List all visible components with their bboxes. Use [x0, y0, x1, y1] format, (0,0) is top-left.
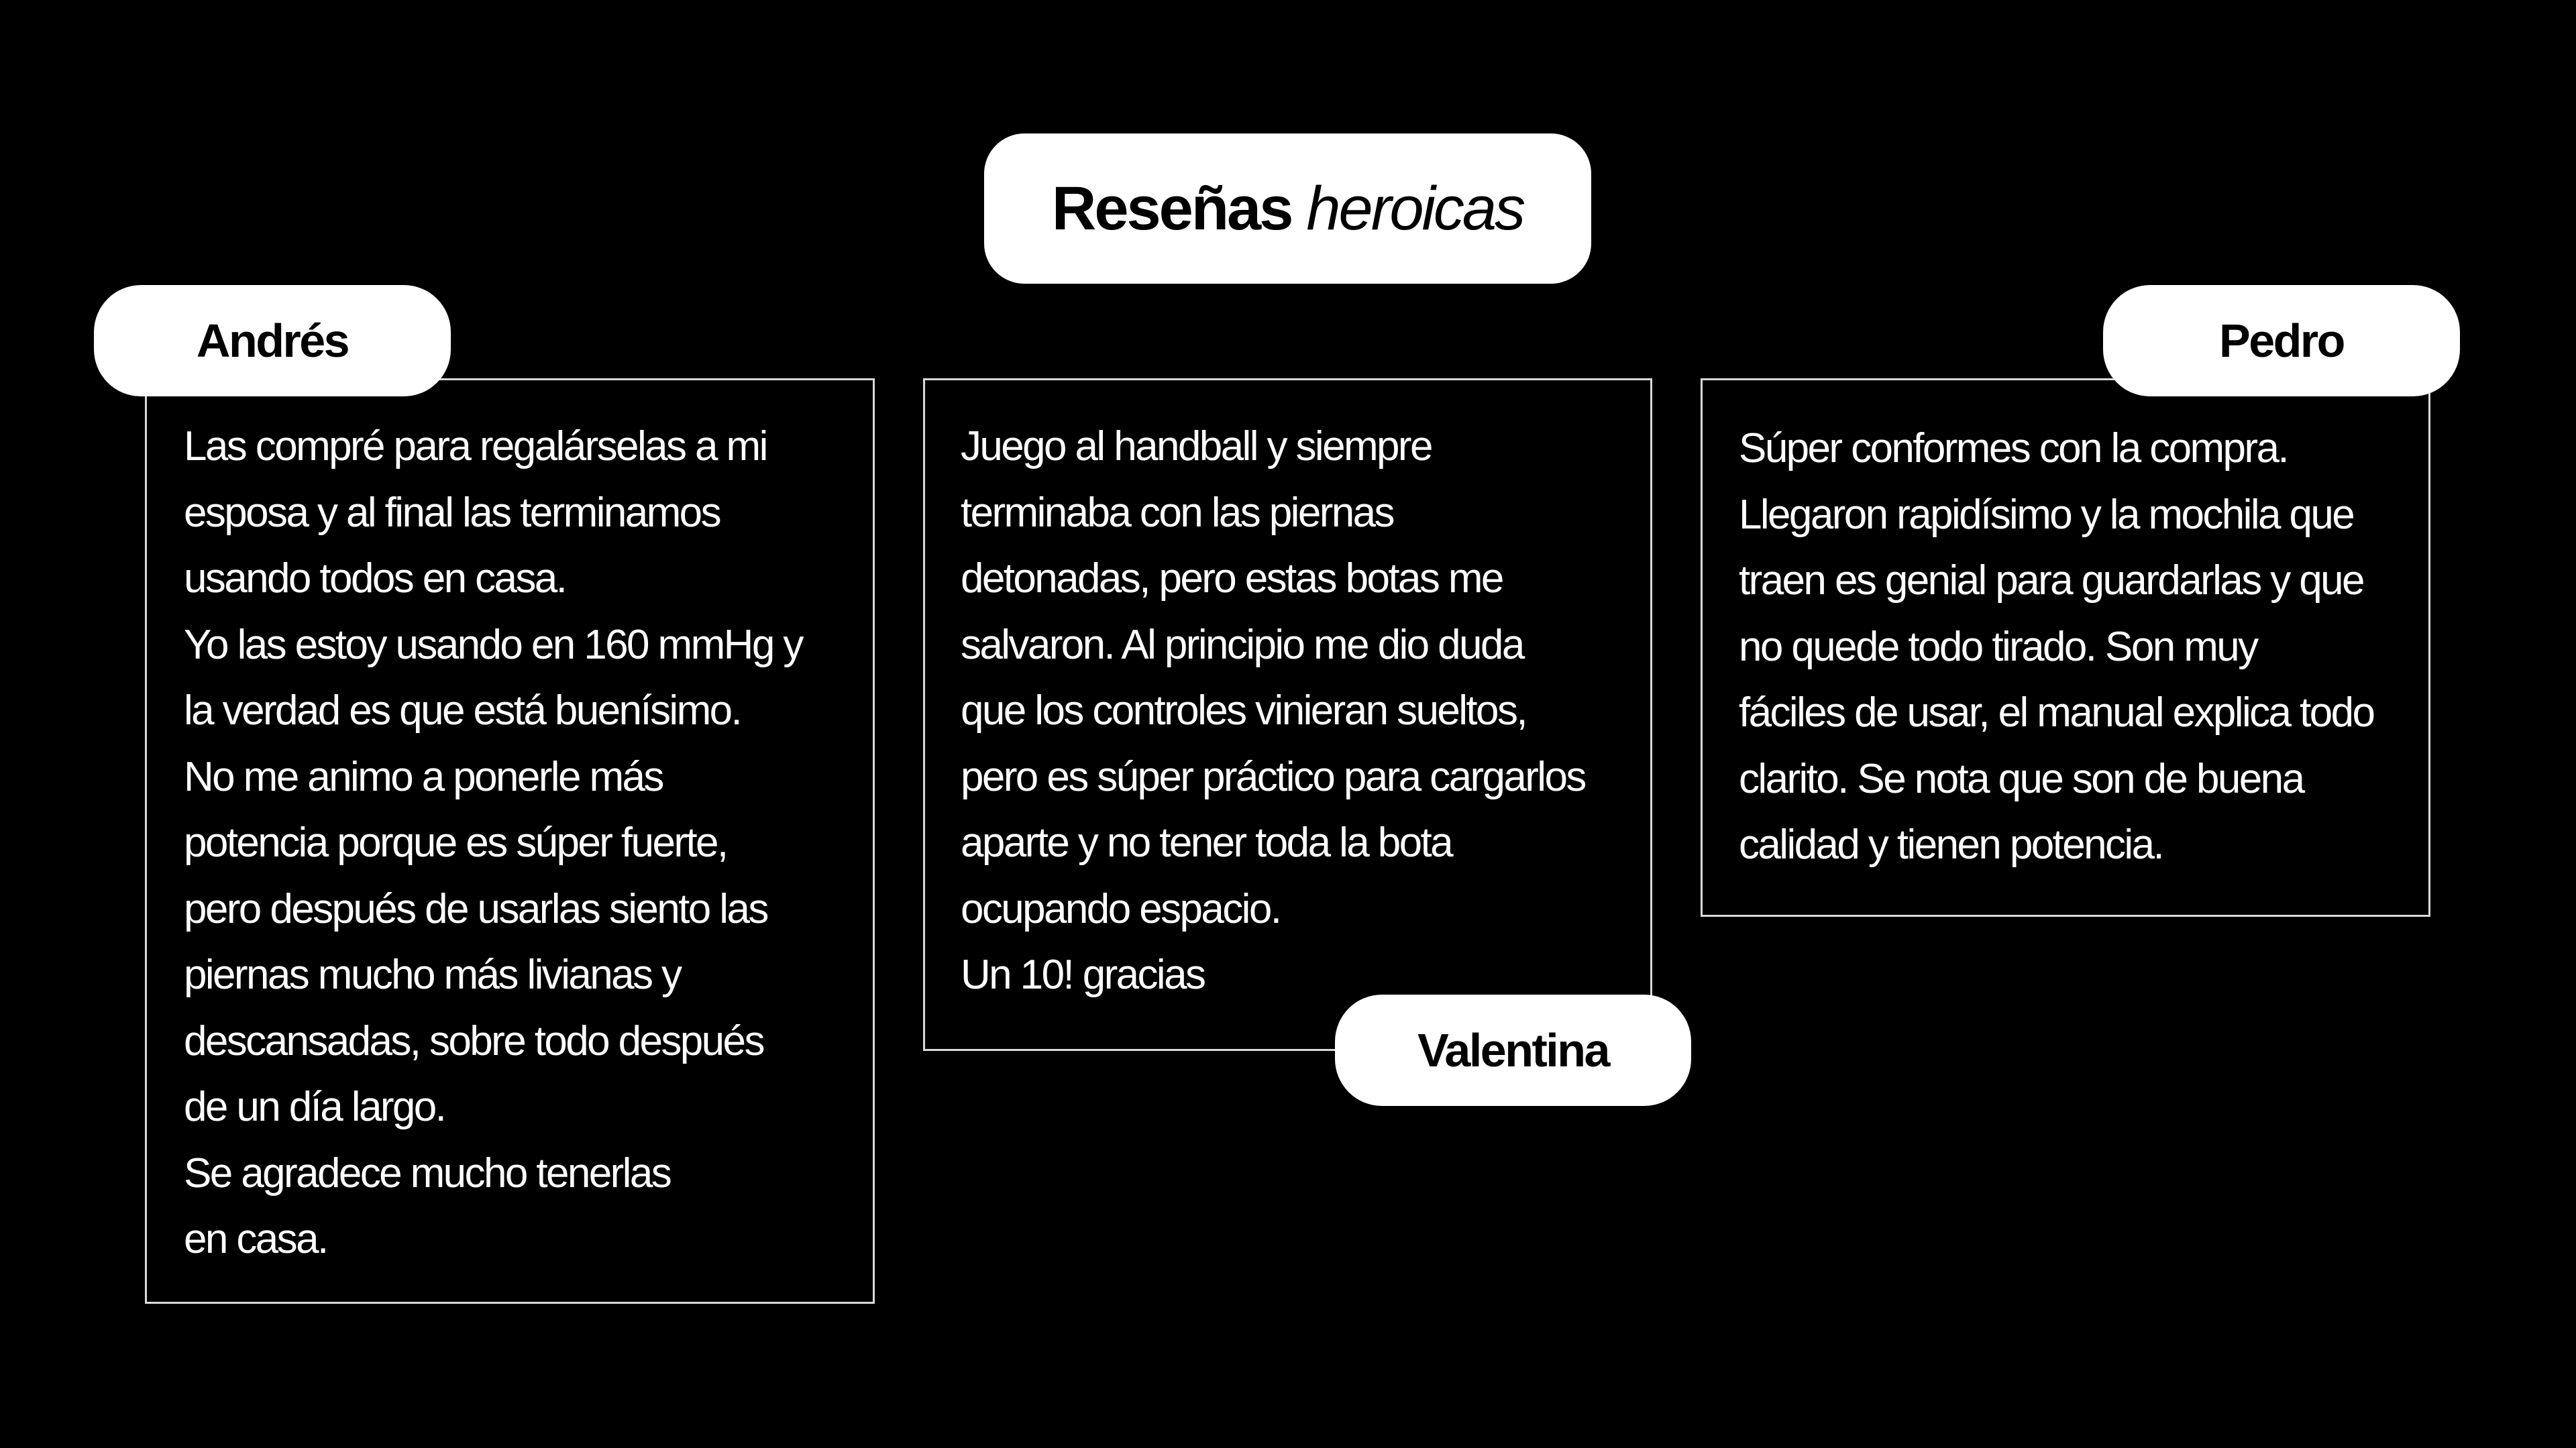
reviewer-name-valentina: Valentina [1335, 995, 1691, 1106]
review-line: usando todos en casa. [184, 555, 566, 602]
review-line: Súper conformes con la compra. [1739, 425, 2288, 471]
title-italic: heroicas [1306, 174, 1524, 243]
reviewer-name-pedro: Pedro [2103, 285, 2460, 396]
review-line: No me animo a ponerle más [184, 753, 663, 800]
review-line: la verdad es que está buenísimo. [184, 687, 741, 734]
review-text-andres [184, 414, 802, 1273]
review-line: fáciles de usar, el manual explica todo [1739, 689, 2374, 736]
review-line: que los controles vinieran sueltos, [961, 687, 1526, 734]
review-line: en casa. [184, 1216, 327, 1262]
review-line: Las compré para regalárselas a mi [184, 423, 767, 469]
review-text-valentina [961, 414, 1585, 1009]
review-line: salvaron. Al principio me dio duda [961, 621, 1523, 668]
review-line: traen es genial para guardarlas y que [1739, 557, 2363, 604]
review-line: pero después de usarlas siento las [184, 885, 767, 932]
review-line: Se agradece mucho tenerlas [184, 1150, 671, 1196]
review-line: esposa y al final las terminamos [184, 489, 720, 536]
review-line: detonadas, pero estas botas me [961, 555, 1503, 602]
review-line: Llegaron rapidísimo y la mochila que [1739, 491, 2354, 538]
page-title [984, 133, 1591, 284]
review-line: pero es súper práctico para cargarlos [961, 753, 1585, 800]
review-line: Juego al handball y siempre [961, 423, 1432, 469]
review-line: potencia porque es súper fuerte, [184, 820, 727, 866]
review-line: calidad y tienen potencia. [1739, 822, 2163, 868]
review-line: clarito. Se nota que son de buena [1739, 755, 2304, 802]
review-text-pedro [1739, 416, 2373, 879]
reviewer-name-andres: Andrés [94, 285, 451, 396]
review-line: de un día largo. [184, 1084, 445, 1130]
review-line: piernas mucho más livianas y [184, 952, 681, 998]
review-line: aparte y no tener toda la bota [961, 820, 1452, 866]
review-line: no quede todo tirado. Son muy [1739, 623, 2257, 670]
review-line: ocupando espacio. [961, 885, 1281, 932]
review-line: terminaba con las piernas [961, 489, 1393, 536]
review-line: Un 10! gracias [961, 952, 1205, 998]
review-line: Yo las estoy usando en 160 mmHg y [184, 621, 802, 668]
title-bold: Reseñas [1051, 174, 1292, 243]
review-line: descansadas, sobre todo después [184, 1017, 763, 1064]
